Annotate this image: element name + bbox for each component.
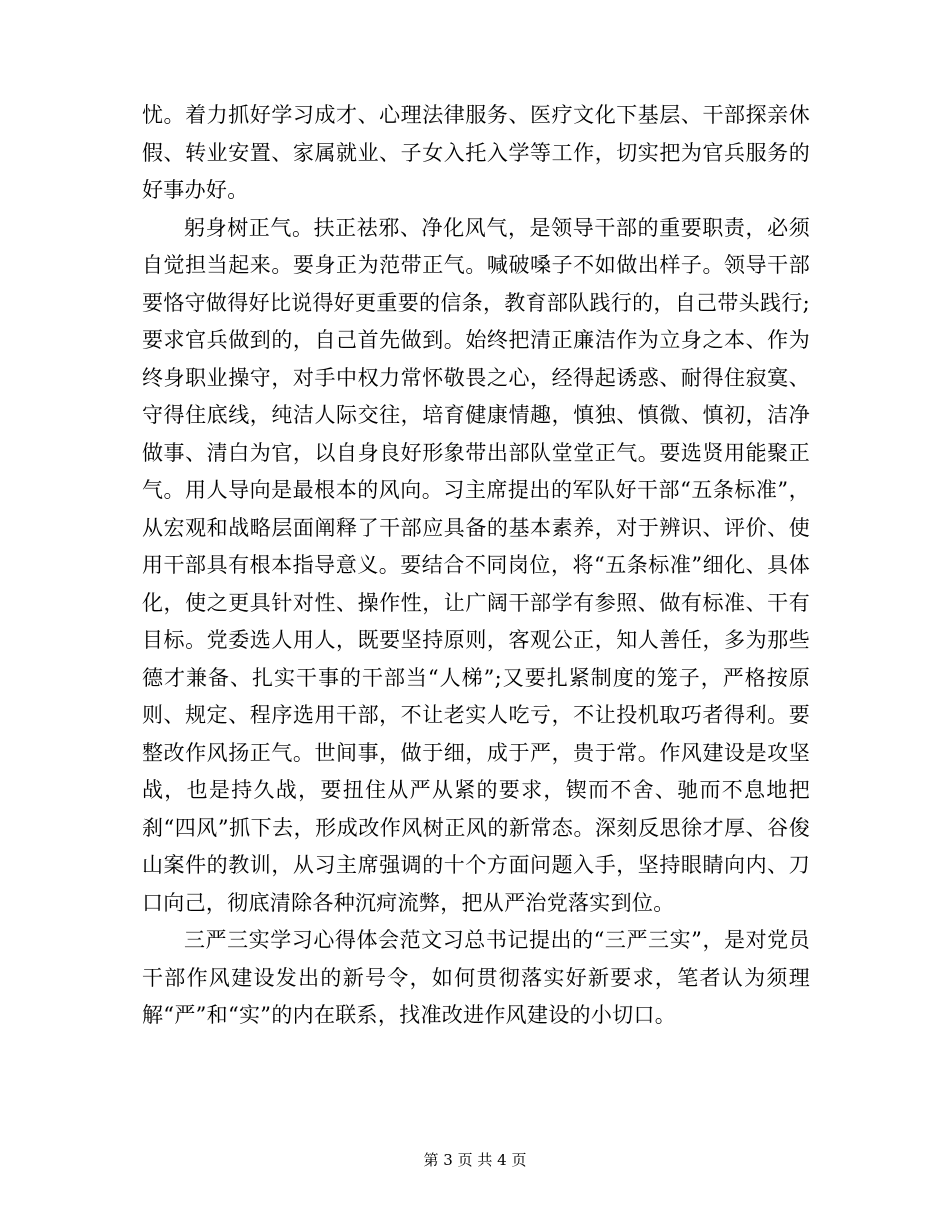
paragraph-continuation: 忧。着力抓好学习成才、心理法律服务、医疗文化下基层、干部探亲休假、转业安置、家属就业、子女入托入学等工作，切实把为官兵服务的好事办好。	[142, 103, 810, 202]
page-number-footer: 第 3 页 共 4 页	[423, 1151, 527, 1169]
paragraph-upright-spirit: 躬身树正气。扶正祛邪、净化风气，是领导干部的重要职责，必须自觉担当起来。要身正为范带正气。喊破嗓子不如做出样子。领导干部要恪守做得好比说得好更重要的信条，教育部队践行的，自己带头践行;要求官兵做到的，自己首先做到。始终把清正廉洁作为立身之本、作为终身职业操守，对手中权力常怀敬畏之心，经得起诱惑、耐得住寂寞、守得住底线，纯洁人际交往，培育健康情趣，慎独、慎微、慎初，洁净做事、清白为官，以自身良好形象带出部队堂堂正气。要选贤用能聚正气。用人导向是最根本的风向。习主席提出的军队好干部“五条标准”，从宏观和战略层面阐释了干部应具备的基本素养，对于辨识、评价、使用干部具有根本指导意义。要结合不同岗位，将“五条标准”细化、具体化，使之更具针对性、操作性，让广阔干部学有参照、做有标准、干有目标。党委选人用人，既要坚持原则，客观公正，知人善任，多为那些德才兼备、扎实干事的干部当“人梯”;又要扎紧制度的笼子，严格按原则、规定、程序选用干部，不让老实人吃亏，不让投机取巧者得利。要整改作风扬正气。世间事，做于细，成于严，贵于常。作风建设是攻坚战，也是持久战，要扭住从严从紧的要求，锲而不舍、驰而不息地把刹“四风”抓下去，形成改作风树正风的新常态。深刻反思徐才厚、谷俊山案件的教训，从习主席强调的十个方面问题入手，坚持眼睛向内、刀口向己，彻底清除各种沉疴流弊，把从严治党落实到位。	[142, 215, 810, 915]
document-body	[142, 97, 810, 1035]
paragraph-three-stricts-three-solids: 三严三实学习心得体会范文习总书记提出的“三严三实”，是对党员干部作风建设发出的新号令，如何贯彻落实好新要求，笔者认为须理解“严”和“实”的内在联系，找准改进作风建设的小切口。	[142, 928, 810, 1027]
